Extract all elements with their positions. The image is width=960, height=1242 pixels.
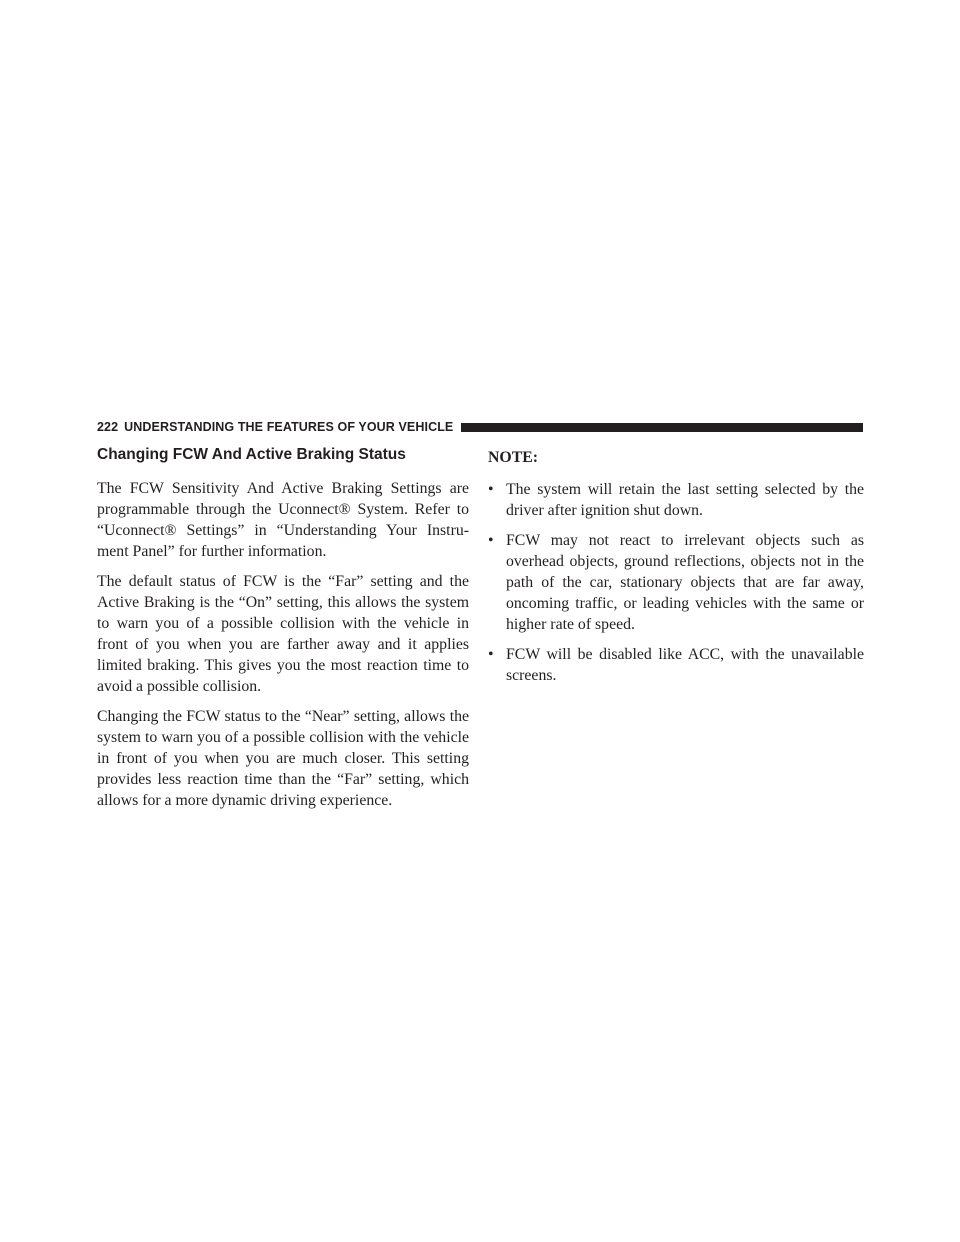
paragraph-near-setting: Changing the FCW status to the “Near” setting, allows the system to warn you of a possible collision with the vehicle in front of you when you are much closer. This setting provides less reaction time than the “Far” setting, which allows for a more dynamic driving experience. [97,708,469,809]
list-item-text: The system will retain the last setting selected by the driver after ignition shut down. [506,481,864,519]
page-number: 222 [97,420,119,434]
list-item [488,479,864,521]
paragraph-settings: The FCW Sensitivity And Active Braking Settings are programmable through the Uconnect® System. Refer to “Uconnect® Settings” in “Understanding Your Instru-ment Panel” for further information. [97,480,469,560]
bullet-icon: • [488,532,494,549]
section-title: UNDERSTANDING THE FEATURES OF YOUR VEHICLE [124,420,454,434]
list-item-text: FCW will be disabled like ACC, with the unavailable screens. [506,646,864,684]
paragraph-default-status: The default status of FCW is the “Far” setting and the Active Braking is the “On” setting, this allows the system to warn you of a possible collision with the vehicle in front of you when you are farther away and it applies limited braking. This gives you the most reaction time to avoid a possible collision. [97,573,469,695]
header-rule [461,423,863,432]
list-item [488,530,864,635]
bullet-icon: • [488,481,494,498]
list-item-text: FCW may not react to irrelevant objects such as overhead objects, ground reflections, objects not in the path of the car, stationary objects that are far away, oncoming traffic, or leading vehicles with the same or higher rate of speed. [506,532,864,633]
right-column [488,445,864,695]
bullet-icon: • [488,646,494,663]
list-item [488,644,864,686]
left-column [97,445,469,820]
note-label: NOTE: [488,449,539,466]
section-heading: Changing FCW And Active Braking Status [97,446,406,463]
running-header [97,418,863,436]
note-list [488,479,864,686]
